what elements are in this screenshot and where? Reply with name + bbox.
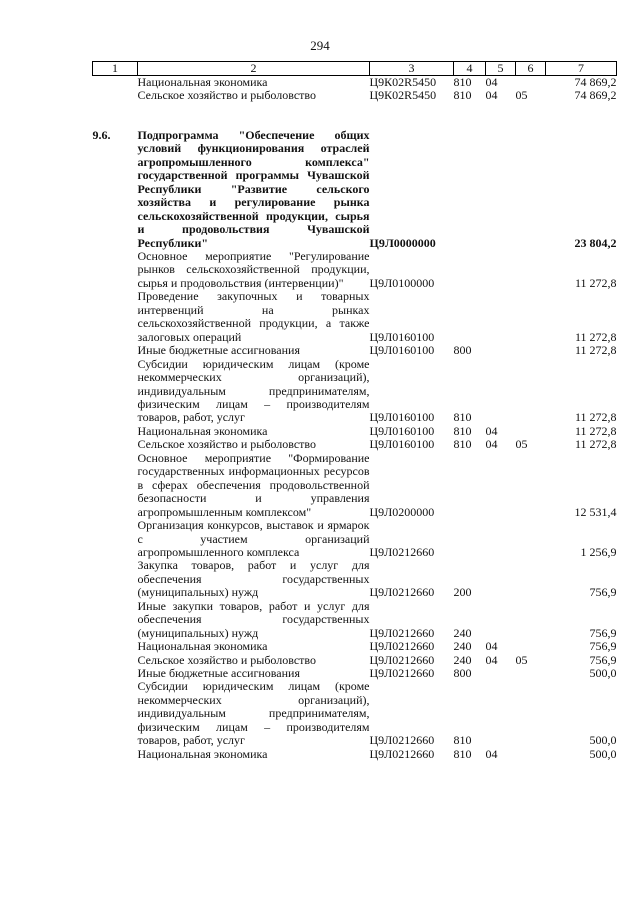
row-section bbox=[486, 358, 516, 425]
row-name: Национальная экономика bbox=[137, 75, 268, 89]
row-name: Основное мероприятие "Формирование государственных информационных ресурсов в сферах обеспечения продовольственной безопасности и управления агропромышленным комплексом" bbox=[137, 450, 370, 519]
row-name: Сельское хозяйство и рыболовство bbox=[137, 437, 317, 452]
row-code: Ц9Л0212660 bbox=[369, 652, 435, 667]
row-number bbox=[93, 680, 138, 747]
row-amount: 11 272,8 bbox=[574, 343, 617, 358]
row-section: 04 bbox=[485, 437, 498, 452]
row-number bbox=[93, 344, 138, 357]
page-number: 294 bbox=[310, 38, 330, 53]
col-header-section: 5 bbox=[486, 62, 516, 76]
row-expense-type: 810 bbox=[453, 75, 472, 89]
table-row bbox=[93, 452, 617, 519]
row-code: Ц9Л0212660 bbox=[369, 733, 435, 748]
row-name: Иные бюджетные ассигнования bbox=[137, 666, 300, 681]
row-subsection bbox=[516, 344, 546, 357]
row-amount: 500,0 bbox=[589, 666, 617, 681]
row-section bbox=[486, 667, 516, 680]
row-code: Ц9Л0200000 bbox=[369, 504, 435, 519]
row-section bbox=[486, 344, 516, 357]
row-subsection bbox=[516, 76, 546, 90]
row-number bbox=[93, 640, 138, 653]
row-code: Ц9Л0212660 bbox=[369, 666, 435, 681]
row-expense-type bbox=[454, 129, 486, 250]
col-header-expense-type: 4 bbox=[454, 62, 486, 76]
table-row bbox=[93, 358, 617, 425]
table-row bbox=[93, 438, 617, 451]
row-name: Субсидии юридическим лицам (кроме некоммерческих организаций), индивидуальным предпринимателям, физическим лицам – производителям товаров, работ, услуг bbox=[137, 356, 370, 425]
row-subsection bbox=[516, 748, 546, 761]
row-code: Ц9К02R5450 bbox=[369, 88, 437, 103]
row-code: Ц9Л0160100 bbox=[369, 423, 435, 438]
row-section: 04 bbox=[485, 652, 498, 667]
row-section: 04 bbox=[485, 423, 498, 438]
row-code: Ц9Л0212660 bbox=[369, 585, 435, 600]
row-number bbox=[93, 290, 138, 344]
table-row bbox=[93, 667, 617, 680]
row-code: Ц9К02R5450 bbox=[369, 75, 437, 89]
row-code: Ц9Л0212660 bbox=[369, 625, 435, 640]
table-row bbox=[93, 425, 617, 438]
row-number: 9.6. bbox=[92, 127, 111, 142]
row-amount: 756,9 bbox=[589, 639, 617, 654]
table-row bbox=[93, 640, 617, 653]
row-code: Ц9Л0160100 bbox=[369, 437, 435, 452]
row-number bbox=[93, 250, 138, 290]
row-name: Иные бюджетные ассигнования bbox=[137, 343, 300, 358]
row-code: Ц9Л0100000 bbox=[369, 275, 435, 290]
row-expense-type: 240 bbox=[453, 625, 472, 640]
row-expense-type: 800 bbox=[453, 666, 472, 681]
row-name: Субсидии юридическим лицам (кроме некоммерческих организаций), индивидуальным предпринимателям, физическим лицам – производителям товаров, работ, услуг bbox=[137, 679, 370, 748]
row-subsection bbox=[516, 425, 546, 438]
row-number bbox=[93, 600, 138, 640]
row-subsection bbox=[516, 519, 546, 559]
row-amount: 756,9 bbox=[589, 625, 617, 640]
row-expense-type bbox=[454, 290, 486, 344]
row-name: Национальная экономика bbox=[137, 746, 268, 761]
table-body bbox=[93, 76, 617, 762]
row-subsection: 05 bbox=[515, 88, 528, 103]
row-section: 04 bbox=[485, 746, 498, 761]
table-row bbox=[93, 600, 617, 640]
row-number bbox=[93, 89, 138, 102]
row-amount: 756,9 bbox=[589, 585, 617, 600]
row-subsection bbox=[516, 680, 546, 747]
row-number bbox=[93, 438, 138, 451]
row-section bbox=[486, 519, 516, 559]
row-number bbox=[93, 559, 138, 599]
table-row bbox=[93, 290, 617, 344]
row-section bbox=[486, 600, 516, 640]
row-amount: 756,9 bbox=[589, 652, 617, 667]
row-amount: 500,0 bbox=[589, 746, 617, 761]
row-subsection bbox=[516, 667, 546, 680]
row-number bbox=[93, 667, 138, 680]
row-code: Ц9Л0160100 bbox=[369, 410, 435, 425]
row-amount: 11 272,8 bbox=[574, 275, 617, 290]
row-code: Ц9Л0160100 bbox=[369, 329, 435, 344]
row-subsection bbox=[516, 640, 546, 653]
table-row bbox=[93, 89, 617, 102]
col-header-code: 3 bbox=[370, 62, 454, 76]
row-subsection bbox=[516, 358, 546, 425]
row-amount: 74 869,2 bbox=[574, 88, 617, 103]
row-expense-type: 810 bbox=[453, 437, 472, 452]
row-name: Подпрограмма "Обеспечение общих условий функционирования отраслей агропромышленного комплекса" государственной программы Чувашской Республики "Развитие сельского хозяйства и регулирование рынка сельскохозяйственной продукции, сырья и продовольствия Чувашской Республики" bbox=[137, 127, 370, 250]
col-header-name: 2 bbox=[138, 62, 370, 76]
row-code: Ц9Л0212660 bbox=[369, 746, 435, 761]
row-expense-type: 810 bbox=[453, 733, 472, 748]
row-subsection: 05 bbox=[515, 652, 528, 667]
row-number bbox=[93, 519, 138, 559]
row-code: Ц9Л0212660 bbox=[369, 639, 435, 654]
table-row bbox=[93, 129, 617, 250]
budget-table bbox=[92, 61, 617, 761]
table-row bbox=[93, 344, 617, 357]
row-name: Сельское хозяйство и рыболовство bbox=[137, 88, 317, 103]
row-expense-type bbox=[454, 519, 486, 559]
row-amount: 1 256,9 bbox=[580, 544, 617, 559]
row-expense-type bbox=[454, 452, 486, 519]
row-name: Основное мероприятие "Регулирование рынков сельскохозяйственной продукции, сырья и продовольствия (интервенции)" bbox=[137, 248, 370, 290]
row-number bbox=[93, 748, 138, 761]
row-subsection bbox=[516, 559, 546, 599]
row-number bbox=[93, 358, 138, 425]
row-expense-type: 800 bbox=[453, 343, 472, 358]
table-row bbox=[93, 519, 617, 559]
row-subsection bbox=[516, 129, 546, 250]
row-code: Ц9Л0160100 bbox=[369, 343, 435, 358]
row-subsection bbox=[516, 250, 546, 290]
row-number bbox=[93, 76, 138, 90]
row-amount: 23 804,2 bbox=[574, 235, 617, 250]
table-row bbox=[93, 680, 617, 747]
row-amount: 500,0 bbox=[589, 733, 617, 748]
col-header-amount: 7 bbox=[546, 62, 617, 76]
row-section bbox=[486, 290, 516, 344]
header-row bbox=[93, 62, 617, 76]
row-number bbox=[93, 452, 138, 519]
row-amount: 74 869,2 bbox=[574, 75, 617, 89]
row-expense-type: 810 bbox=[453, 410, 472, 425]
row-expense-type: 240 bbox=[453, 652, 472, 667]
row-number bbox=[93, 654, 138, 667]
table-row bbox=[93, 748, 617, 761]
row-code: Ц9Л0000000 bbox=[369, 235, 436, 250]
row-name: Сельское хозяйство и рыболовство bbox=[137, 652, 317, 667]
row-expense-type: 810 bbox=[453, 423, 472, 438]
row-expense-type: 240 bbox=[453, 639, 472, 654]
col-header-subsection: 6 bbox=[516, 62, 546, 76]
row-subsection bbox=[516, 600, 546, 640]
row-subsection bbox=[516, 452, 546, 519]
table-row bbox=[93, 76, 617, 90]
row-amount: 12 531,4 bbox=[574, 504, 617, 519]
row-section bbox=[486, 129, 516, 250]
row-name: Проведение закупочных и товарных интервенций на рынках сельскохозяйственной продукции, а также залоговых операций bbox=[137, 289, 370, 344]
row-section: 04 bbox=[485, 639, 498, 654]
row-number bbox=[93, 425, 138, 438]
table-row bbox=[93, 559, 617, 599]
row-amount: 11 272,8 bbox=[574, 437, 617, 452]
row-name: Национальная экономика bbox=[137, 639, 268, 654]
row-amount: 11 272,8 bbox=[574, 329, 617, 344]
row-subsection bbox=[516, 290, 546, 344]
row-expense-type bbox=[454, 250, 486, 290]
row-section bbox=[486, 559, 516, 599]
table-row bbox=[93, 654, 617, 667]
row-amount: 11 272,8 bbox=[574, 423, 617, 438]
row-expense-type: 810 bbox=[453, 88, 472, 103]
table-row bbox=[93, 250, 617, 290]
row-name: Закупка товаров, работ и услуг для обеспечения государственных (муниципальных) нужд bbox=[137, 558, 370, 600]
row-name: Иные закупки товаров, работ и услуг для обеспечения государственных (муниципальных) нужд bbox=[137, 598, 370, 640]
spacer-row bbox=[93, 103, 617, 129]
row-code: Ц9Л0212660 bbox=[369, 544, 435, 559]
row-name: Организация конкурсов, выставок и ярмарок с участием организаций агропромышленного комплекса bbox=[137, 518, 370, 559]
row-subsection: 05 bbox=[515, 437, 528, 452]
row-expense-type: 200 bbox=[453, 585, 472, 600]
row-section bbox=[486, 452, 516, 519]
row-section: 04 bbox=[485, 75, 498, 89]
row-amount: 11 272,8 bbox=[574, 410, 617, 425]
row-section bbox=[486, 680, 516, 747]
row-section: 04 bbox=[485, 88, 498, 103]
row-section bbox=[486, 250, 516, 290]
row-name: Национальная экономика bbox=[137, 423, 268, 438]
spacer-cell bbox=[93, 103, 617, 129]
col-header-number: 1 bbox=[93, 62, 138, 76]
row-expense-type: 810 bbox=[453, 746, 472, 761]
